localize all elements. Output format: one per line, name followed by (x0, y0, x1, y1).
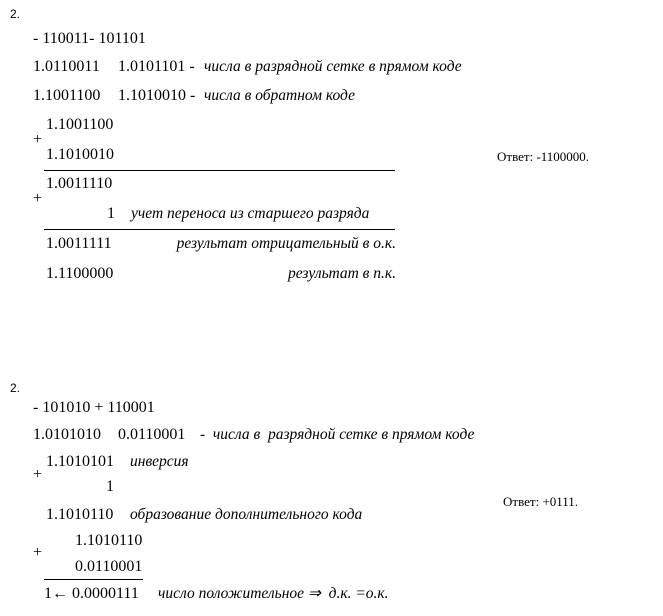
result-inverse-note: результат отрицательный в о.к. (176, 235, 396, 252)
plus-sign: + (33, 131, 43, 148)
task-expression: - 101010 + 110001 (33, 399, 155, 416)
direct-code-b: 0.0110001 (118, 426, 186, 443)
plus-sign: + (33, 190, 43, 207)
carry-digit: 1 (107, 205, 115, 222)
twos-complement-value: 1.1010110 (46, 506, 114, 523)
addend-2: 0.0110001 (75, 558, 143, 575)
problem-number: 2. (10, 7, 21, 21)
inversion-value: 1.1010101 (46, 453, 114, 470)
partial-sum: 1.0011110 (46, 175, 113, 192)
addend-2: 1.1010010 (46, 146, 114, 163)
task-expression: - 110011- 101101 (33, 30, 146, 47)
direct-code-a: 1.0110011 (33, 58, 100, 75)
direct-code-note: - числа в разрядной сетке в прямом коде (200, 426, 475, 443)
plus-sign: + (33, 544, 43, 561)
plus-sign: + (33, 466, 43, 483)
inverse-code-a: 1.1001100 (33, 87, 101, 104)
addend-1: 1.1001100 (46, 116, 114, 133)
answer: Ответ: +0111. (503, 494, 579, 509)
direct-code-note: числа в разрядной сетке в прямом коде (204, 58, 462, 75)
result-direct-note: результат в п.к. (288, 265, 396, 282)
addend-1: 1.1010110 (75, 532, 143, 549)
direct-code-a: 1.0101010 (33, 426, 101, 443)
carry-note: учет переноса из старшего разряда (131, 205, 370, 222)
sum-line (44, 229, 395, 230)
problem-number: 2. (10, 381, 21, 395)
inversion-note: инверсия (130, 453, 189, 470)
result-inverse: 1.0011111 (46, 235, 112, 252)
direct-code-b: 1.0101101 - (118, 58, 195, 75)
final-result: 1← 0.0000111 (44, 585, 139, 602)
sum-line (44, 579, 143, 580)
inverse-code-note: числа в обратном коде (204, 87, 355, 104)
one-digit: 1 (106, 478, 114, 495)
final-result-note: число положительное ⇒ д.к. =о.к. (158, 585, 389, 602)
result-direct: 1.1100000 (46, 265, 114, 282)
answer: Ответ: -1100000. (497, 149, 590, 164)
sum-line (44, 170, 395, 171)
inverse-code-b: 1.1010010 - (118, 87, 196, 104)
twos-complement-note: образование дополнительного кода (130, 506, 363, 523)
